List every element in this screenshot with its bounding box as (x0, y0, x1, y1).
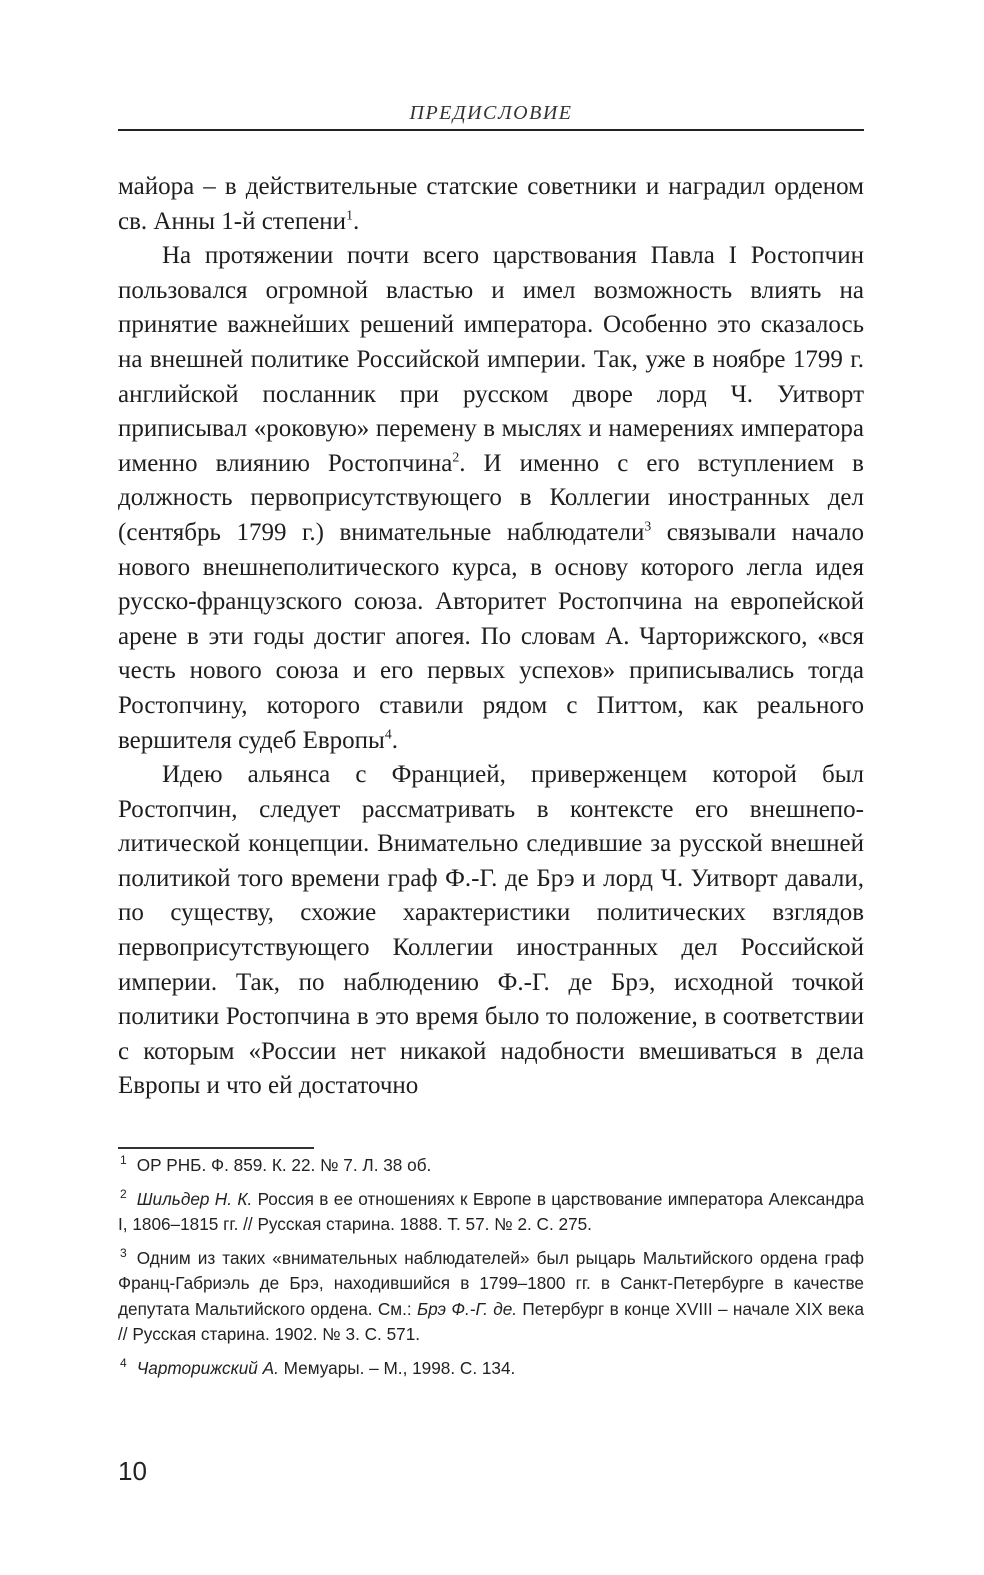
footnote-ref-3[interactable]: 3 (644, 518, 652, 534)
footnote-1: $^1$ ОР РНБ. Ф. 859. К. 22. № 7. Л. 38 об. (120, 1153, 432, 1175)
page-number: 10 (118, 1456, 147, 1486)
footnotes (118, 1153, 864, 1389)
footnote-author: Шильдер Н. К. (136, 1188, 253, 1209)
footnote-ref-4[interactable]: 4 (384, 726, 392, 742)
footnote-3: $^3$ Одним из таких «внимательных наблюдателей» был рыцарь Мальтийского ордена граф Франц-Габриэль де Брэ, находившийся в 1799–1800 гг. в Санкт-Петербурге в качестве депутата Мальтийского ордена. См.: Брэ Ф.-Г. де. Петербург в конце XVIII – начале XIX века // Русская старина. 1902. № 3. С. 571. (118, 1245, 865, 1344)
header-rule (118, 129, 864, 131)
paragraph-3: Идею альянса с Францией, приверженцем которой был Ростопчин, следует рассматривать в контексте его внешнеполитической концепции. Внимательно следившие за русской внешней политикой того времени граф Ф.-Г. де Брэ и лорд Ч. Уитворт давали, по существу, схожие характеристики политических взглядов первоприсутствующего Коллегии иностранных дел Российской империи. Так, по наблюдению Ф.-Г. де Брэ, исходной точкой политики Ростопчина в это время было то положение, в соответствии с которым «России нет никакой надобности вмешиваться в дела Европы и что ей достаточно (118, 761, 864, 1100)
footnote-4: $^4$ Чарторижский А. Мемуары. – М., 1998. С. 134. (120, 1355, 516, 1378)
footnote-2: $^2$ Шильдер Н. К. Россия в ее отношениях к Европе в царствование императора Александра I, 1806–1815 гг. // Русская старина. 1888. Т. 57. № 2. С. 275. (118, 1186, 865, 1234)
paragraph-1: майора – в действительные статские советники и наградил орденом св. Анны 1-й степени$^1$. (118, 173, 864, 235)
footnote-ref-1[interactable]: 1 (346, 207, 353, 223)
footnote-ref-2[interactable]: 2 (452, 449, 460, 465)
main-text (118, 170, 864, 1104)
footnote-separator (118, 1147, 314, 1149)
footnote-author: Брэ Ф.-Г. де. (416, 1298, 518, 1319)
running-head: ПРЕДИСЛОВИЕ (409, 102, 573, 124)
footnote-author: Чарторижский А. (136, 1357, 279, 1378)
paragraph-2: На протяжении почти всего царствования Павла I Ростопчин пользовался огромной властью и имел возможность влиять на принятие важнейших решений императора. Особенно это сказалось на внешней политике Российской империи. Так, уже в ноябре 1799 г. английской посланник при русском дворе лорд Ч. Уитворт приписывал «роковую» перемену в мыслях и намерениях императора именно влиянию Ростопчина$^2$. И именно с его вступлением в должность первоприсутствующего в Коллегии иностранных дел (сентябрь 1799 г.) внимательные наблюдатели$^3$ связывали начало нового внешнеполитического курса, в основу которого легла идея русско-французского союза. Авторитет Ростопчина на европейской арене в эти годы достиг апогея. По словам А. Чарторижского, «вся честь нового союза и его первых успехов» приписывались тогда Ростопчину, которого ставили рядом с Питтом, как реального вершителя судеб Европы$^4$. (118, 242, 864, 754)
